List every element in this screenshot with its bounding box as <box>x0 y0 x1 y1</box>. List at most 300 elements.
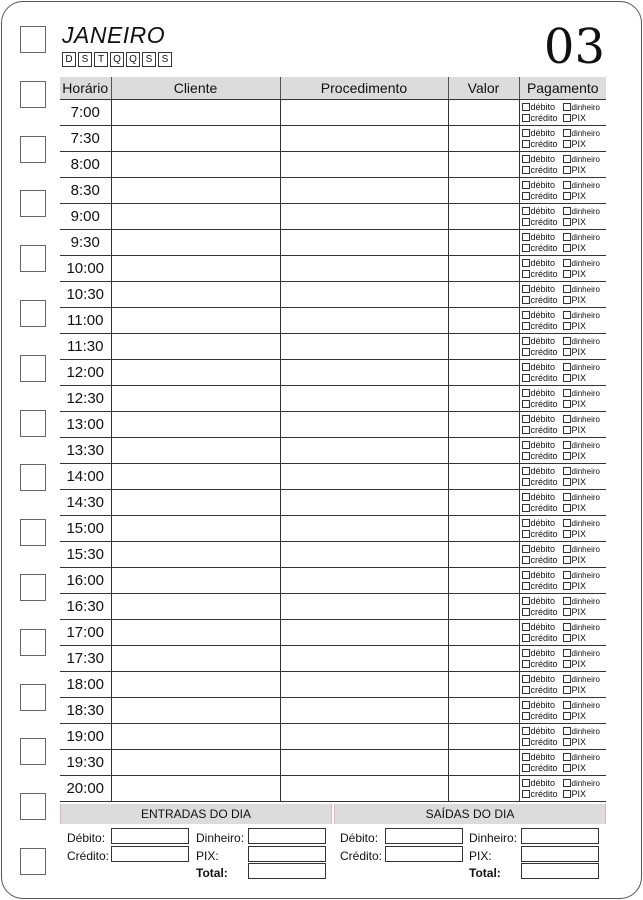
checkbox-icon[interactable] <box>522 389 530 397</box>
payment-option-pix[interactable] <box>563 217 608 228</box>
weekday-box[interactable]: D <box>62 52 76 67</box>
procedimento-cell[interactable] <box>280 178 448 204</box>
checkbox-icon[interactable] <box>522 467 530 475</box>
cliente-cell[interactable] <box>111 204 280 230</box>
checkbox-icon[interactable] <box>563 493 571 501</box>
payment-option-credito[interactable] <box>522 633 563 644</box>
payment-option-pix[interactable] <box>563 659 608 670</box>
checkbox-icon[interactable] <box>563 296 571 304</box>
payment-option-pix[interactable] <box>563 711 608 722</box>
procedimento-cell[interactable] <box>280 568 448 594</box>
checkbox-icon[interactable] <box>563 103 571 111</box>
checkbox-icon[interactable] <box>563 790 571 798</box>
checkbox-icon[interactable] <box>563 270 571 278</box>
payment-option-pix[interactable] <box>563 425 608 436</box>
checkbox-icon[interactable] <box>563 129 571 137</box>
payment-option-debito[interactable] <box>522 596 563 607</box>
cliente-cell[interactable] <box>111 152 280 178</box>
payment-option-credito[interactable] <box>522 789 563 800</box>
payment-option-debito[interactable] <box>522 388 563 399</box>
procedimento-cell[interactable] <box>280 152 448 178</box>
payment-option-credito[interactable] <box>522 373 563 384</box>
payment-option-dinheiro[interactable] <box>563 466 608 477</box>
payment-option-pix[interactable] <box>563 243 608 254</box>
procedimento-cell[interactable] <box>280 698 448 724</box>
payment-option-credito[interactable] <box>522 555 563 566</box>
payment-option-pix[interactable] <box>563 347 608 358</box>
payment-option-credito[interactable] <box>522 581 563 592</box>
checkbox-icon[interactable] <box>563 415 571 423</box>
valor-cell[interactable] <box>448 438 519 464</box>
payment-option-dinheiro[interactable] <box>563 336 608 347</box>
margin-checkbox[interactable] <box>20 245 46 272</box>
valor-cell[interactable] <box>448 698 519 724</box>
valor-cell[interactable] <box>448 490 519 516</box>
checkbox-icon[interactable] <box>522 337 530 345</box>
checkbox-icon[interactable] <box>563 519 571 527</box>
payment-option-dinheiro[interactable] <box>563 752 608 763</box>
payment-option-credito[interactable] <box>522 763 563 774</box>
payment-option-pix[interactable] <box>563 477 608 488</box>
payment-option-debito[interactable] <box>522 466 563 477</box>
checkbox-icon[interactable] <box>522 311 530 319</box>
payment-option-debito[interactable] <box>522 492 563 503</box>
checkbox-icon[interactable] <box>522 400 530 408</box>
payment-option-dinheiro[interactable] <box>563 778 608 789</box>
checkbox-icon[interactable] <box>522 597 530 605</box>
payment-option-debito[interactable] <box>522 102 563 113</box>
margin-checkbox[interactable] <box>20 190 46 217</box>
weekday-box[interactable]: Q <box>126 52 140 67</box>
payment-option-pix[interactable] <box>563 399 608 410</box>
payment-option-debito[interactable] <box>522 284 563 295</box>
valor-cell[interactable] <box>448 386 519 412</box>
checkbox-icon[interactable] <box>563 467 571 475</box>
checkbox-icon[interactable] <box>522 753 530 761</box>
payment-option-pix[interactable] <box>563 113 608 124</box>
checkbox-icon[interactable] <box>563 207 571 215</box>
checkbox-icon[interactable] <box>563 623 571 631</box>
checkbox-icon[interactable] <box>563 441 571 449</box>
payment-option-pix[interactable] <box>563 503 608 514</box>
checkbox-icon[interactable] <box>563 597 571 605</box>
checkbox-icon[interactable] <box>522 701 530 709</box>
procedimento-cell[interactable] <box>280 386 448 412</box>
checkbox-icon[interactable] <box>522 764 530 772</box>
checkbox-icon[interactable] <box>563 478 571 486</box>
checkbox-icon[interactable] <box>522 270 530 278</box>
checkbox-icon[interactable] <box>522 244 530 252</box>
payment-option-dinheiro[interactable] <box>563 596 608 607</box>
checkbox-icon[interactable] <box>522 530 530 538</box>
checkbox-icon[interactable] <box>522 608 530 616</box>
cliente-cell[interactable] <box>111 568 280 594</box>
payment-option-debito[interactable] <box>522 180 563 191</box>
payment-option-dinheiro[interactable] <box>563 414 608 425</box>
cliente-cell[interactable] <box>111 100 280 126</box>
procedimento-cell[interactable] <box>280 438 448 464</box>
cliente-cell[interactable] <box>111 230 280 256</box>
payment-option-debito[interactable] <box>522 440 563 451</box>
procedimento-cell[interactable] <box>280 412 448 438</box>
payment-option-dinheiro[interactable] <box>563 102 608 113</box>
checkbox-icon[interactable] <box>563 181 571 189</box>
margin-checkbox[interactable] <box>20 793 46 820</box>
procedimento-cell[interactable] <box>280 516 448 542</box>
payment-option-credito[interactable] <box>522 243 563 254</box>
entradas-credito-field[interactable] <box>111 846 189 862</box>
payment-option-pix[interactable] <box>563 763 608 774</box>
margin-checkbox[interactable] <box>20 300 46 327</box>
valor-cell[interactable] <box>448 776 519 802</box>
cliente-cell[interactable] <box>111 464 280 490</box>
procedimento-cell[interactable] <box>280 646 448 672</box>
checkbox-icon[interactable] <box>522 140 530 148</box>
payment-option-debito[interactable] <box>522 778 563 789</box>
checkbox-icon[interactable] <box>522 374 530 382</box>
checkbox-icon[interactable] <box>563 244 571 252</box>
cliente-cell[interactable] <box>111 256 280 282</box>
payment-option-debito[interactable] <box>522 752 563 763</box>
valor-cell[interactable] <box>448 126 519 152</box>
payment-option-dinheiro[interactable] <box>563 154 608 165</box>
valor-cell[interactable] <box>448 360 519 386</box>
valor-cell[interactable] <box>448 178 519 204</box>
cliente-cell[interactable] <box>111 438 280 464</box>
valor-cell[interactable] <box>448 620 519 646</box>
checkbox-icon[interactable] <box>563 571 571 579</box>
checkbox-icon[interactable] <box>522 441 530 449</box>
procedimento-cell[interactable] <box>280 724 448 750</box>
checkbox-icon[interactable] <box>563 311 571 319</box>
payment-option-pix[interactable] <box>563 633 608 644</box>
entradas-pix-field[interactable] <box>248 846 326 862</box>
checkbox-icon[interactable] <box>522 675 530 683</box>
checkbox-icon[interactable] <box>522 218 530 226</box>
payment-option-debito[interactable] <box>522 154 563 165</box>
checkbox-icon[interactable] <box>522 582 530 590</box>
payment-option-pix[interactable] <box>563 737 608 748</box>
valor-cell[interactable] <box>448 334 519 360</box>
procedimento-cell[interactable] <box>280 204 448 230</box>
payment-option-credito[interactable] <box>522 191 563 202</box>
checkbox-icon[interactable] <box>563 634 571 642</box>
payment-option-credito[interactable] <box>522 477 563 488</box>
payment-option-dinheiro[interactable] <box>563 388 608 399</box>
valor-cell[interactable] <box>448 672 519 698</box>
valor-cell[interactable] <box>448 646 519 672</box>
weekday-box[interactable]: T <box>94 52 108 67</box>
checkbox-icon[interactable] <box>522 686 530 694</box>
procedimento-cell[interactable] <box>280 750 448 776</box>
margin-checkbox[interactable] <box>20 81 46 108</box>
payment-option-credito[interactable] <box>522 425 563 436</box>
checkbox-icon[interactable] <box>563 504 571 512</box>
valor-cell[interactable] <box>448 464 519 490</box>
procedimento-cell[interactable] <box>280 308 448 334</box>
payment-option-dinheiro[interactable] <box>563 570 608 581</box>
cliente-cell[interactable] <box>111 672 280 698</box>
payment-option-debito[interactable] <box>522 544 563 555</box>
saidas-credito-field[interactable] <box>385 846 463 862</box>
payment-option-dinheiro[interactable] <box>563 206 608 217</box>
checkbox-icon[interactable] <box>522 712 530 720</box>
payment-option-credito[interactable] <box>522 737 563 748</box>
payment-option-dinheiro[interactable] <box>563 518 608 529</box>
checkbox-icon[interactable] <box>563 686 571 694</box>
checkbox-icon[interactable] <box>563 363 571 371</box>
payment-option-credito[interactable] <box>522 165 563 176</box>
checkbox-icon[interactable] <box>522 779 530 787</box>
payment-option-pix[interactable] <box>563 581 608 592</box>
checkbox-icon[interactable] <box>522 727 530 735</box>
checkbox-icon[interactable] <box>522 660 530 668</box>
saidas-total-field[interactable] <box>521 863 599 879</box>
checkbox-icon[interactable] <box>522 571 530 579</box>
cliente-cell[interactable] <box>111 698 280 724</box>
checkbox-icon[interactable] <box>522 415 530 423</box>
checkbox-icon[interactable] <box>563 400 571 408</box>
payment-option-pix[interactable] <box>563 295 608 306</box>
payment-option-pix[interactable] <box>563 529 608 540</box>
payment-option-credito[interactable] <box>522 139 563 150</box>
margin-checkbox[interactable] <box>20 684 46 711</box>
checkbox-icon[interactable] <box>563 753 571 761</box>
checkbox-icon[interactable] <box>522 181 530 189</box>
margin-checkbox[interactable] <box>20 136 46 163</box>
checkbox-icon[interactable] <box>563 649 571 657</box>
margin-checkbox[interactable] <box>20 629 46 656</box>
payment-option-dinheiro[interactable] <box>563 492 608 503</box>
weekday-box[interactable]: S <box>142 52 156 67</box>
cliente-cell[interactable] <box>111 516 280 542</box>
checkbox-icon[interactable] <box>563 727 571 735</box>
checkbox-icon[interactable] <box>563 660 571 668</box>
cliente-cell[interactable] <box>111 178 280 204</box>
payment-option-debito[interactable] <box>522 570 563 581</box>
checkbox-icon[interactable] <box>563 374 571 382</box>
checkbox-icon[interactable] <box>563 285 571 293</box>
checkbox-icon[interactable] <box>522 426 530 434</box>
procedimento-cell[interactable] <box>280 282 448 308</box>
payment-option-dinheiro[interactable] <box>563 232 608 243</box>
cliente-cell[interactable] <box>111 334 280 360</box>
checkbox-icon[interactable] <box>522 129 530 137</box>
saidas-debito-field[interactable] <box>385 828 463 844</box>
payment-option-pix[interactable] <box>563 555 608 566</box>
checkbox-icon[interactable] <box>522 738 530 746</box>
payment-option-debito[interactable] <box>522 726 563 737</box>
checkbox-icon[interactable] <box>522 478 530 486</box>
weekday-box[interactable]: S <box>158 52 172 67</box>
checkbox-icon[interactable] <box>522 322 530 330</box>
procedimento-cell[interactable] <box>280 776 448 802</box>
valor-cell[interactable] <box>448 724 519 750</box>
valor-cell[interactable] <box>448 412 519 438</box>
checkbox-icon[interactable] <box>563 701 571 709</box>
entradas-debito-field[interactable] <box>111 828 189 844</box>
valor-cell[interactable] <box>448 230 519 256</box>
checkbox-icon[interactable] <box>522 634 530 642</box>
weekday-box[interactable]: S <box>78 52 92 67</box>
cliente-cell[interactable] <box>111 646 280 672</box>
cliente-cell[interactable] <box>111 386 280 412</box>
payment-option-credito[interactable] <box>522 347 563 358</box>
payment-option-dinheiro[interactable] <box>563 310 608 321</box>
checkbox-icon[interactable] <box>522 493 530 501</box>
payment-option-credito[interactable] <box>522 321 563 332</box>
checkbox-icon[interactable] <box>563 582 571 590</box>
payment-option-dinheiro[interactable] <box>563 622 608 633</box>
margin-checkbox[interactable] <box>20 738 46 765</box>
payment-option-debito[interactable] <box>522 414 563 425</box>
payment-option-dinheiro[interactable] <box>563 180 608 191</box>
payment-option-pix[interactable] <box>563 789 608 800</box>
checkbox-icon[interactable] <box>522 504 530 512</box>
cliente-cell[interactable] <box>111 412 280 438</box>
payment-option-dinheiro[interactable] <box>563 440 608 451</box>
valor-cell[interactable] <box>448 282 519 308</box>
checkbox-icon[interactable] <box>522 519 530 527</box>
checkbox-icon[interactable] <box>563 779 571 787</box>
payment-option-credito[interactable] <box>522 113 563 124</box>
payment-option-credito[interactable] <box>522 295 563 306</box>
payment-option-pix[interactable] <box>563 685 608 696</box>
checkbox-icon[interactable] <box>563 545 571 553</box>
payment-option-credito[interactable] <box>522 711 563 722</box>
payment-option-debito[interactable] <box>522 700 563 711</box>
payment-option-credito[interactable] <box>522 503 563 514</box>
payment-option-credito[interactable] <box>522 685 563 696</box>
checkbox-icon[interactable] <box>563 426 571 434</box>
checkbox-icon[interactable] <box>563 259 571 267</box>
valor-cell[interactable] <box>448 542 519 568</box>
procedimento-cell[interactable] <box>280 126 448 152</box>
payment-option-dinheiro[interactable] <box>563 648 608 659</box>
checkbox-icon[interactable] <box>563 192 571 200</box>
checkbox-icon[interactable] <box>563 218 571 226</box>
valor-cell[interactable] <box>448 308 519 334</box>
payment-option-debito[interactable] <box>522 336 563 347</box>
payment-option-credito[interactable] <box>522 217 563 228</box>
checkbox-icon[interactable] <box>522 285 530 293</box>
payment-option-dinheiro[interactable] <box>563 362 608 373</box>
procedimento-cell[interactable] <box>280 256 448 282</box>
checkbox-icon[interactable] <box>563 530 571 538</box>
checkbox-icon[interactable] <box>522 155 530 163</box>
payment-option-dinheiro[interactable] <box>563 284 608 295</box>
checkbox-icon[interactable] <box>522 233 530 241</box>
valor-cell[interactable] <box>448 516 519 542</box>
margin-checkbox[interactable] <box>20 574 46 601</box>
margin-checkbox[interactable] <box>20 464 46 491</box>
payment-option-pix[interactable] <box>563 373 608 384</box>
payment-option-dinheiro[interactable] <box>563 258 608 269</box>
payment-option-dinheiro[interactable] <box>563 674 608 685</box>
valor-cell[interactable] <box>448 594 519 620</box>
checkbox-icon[interactable] <box>522 103 530 111</box>
valor-cell[interactable] <box>448 568 519 594</box>
cliente-cell[interactable] <box>111 282 280 308</box>
procedimento-cell[interactable] <box>280 594 448 620</box>
valor-cell[interactable] <box>448 750 519 776</box>
procedimento-cell[interactable] <box>280 100 448 126</box>
payment-option-debito[interactable] <box>522 362 563 373</box>
valor-cell[interactable] <box>448 100 519 126</box>
checkbox-icon[interactable] <box>522 259 530 267</box>
saidas-pix-field[interactable] <box>521 846 599 862</box>
payment-option-debito[interactable] <box>522 648 563 659</box>
payment-option-dinheiro[interactable] <box>563 128 608 139</box>
cliente-cell[interactable] <box>111 620 280 646</box>
checkbox-icon[interactable] <box>563 233 571 241</box>
checkbox-icon[interactable] <box>522 348 530 356</box>
checkbox-icon[interactable] <box>522 207 530 215</box>
procedimento-cell[interactable] <box>280 230 448 256</box>
checkbox-icon[interactable] <box>563 712 571 720</box>
margin-checkbox[interactable] <box>20 519 46 546</box>
saidas-dinheiro-field[interactable] <box>521 828 599 844</box>
checkbox-icon[interactable] <box>563 348 571 356</box>
checkbox-icon[interactable] <box>563 556 571 564</box>
payment-option-debito[interactable] <box>522 128 563 139</box>
checkbox-icon[interactable] <box>522 114 530 122</box>
payment-option-debito[interactable] <box>522 310 563 321</box>
procedimento-cell[interactable] <box>280 334 448 360</box>
checkbox-icon[interactable] <box>563 337 571 345</box>
checkbox-icon[interactable] <box>522 296 530 304</box>
valor-cell[interactable] <box>448 256 519 282</box>
payment-option-credito[interactable] <box>522 451 563 462</box>
checkbox-icon[interactable] <box>563 114 571 122</box>
payment-option-credito[interactable] <box>522 269 563 280</box>
checkbox-icon[interactable] <box>563 764 571 772</box>
checkbox-icon[interactable] <box>522 363 530 371</box>
margin-checkbox[interactable] <box>20 848 46 875</box>
cliente-cell[interactable] <box>111 724 280 750</box>
checkbox-icon[interactable] <box>522 623 530 631</box>
checkbox-icon[interactable] <box>563 166 571 174</box>
checkbox-icon[interactable] <box>522 790 530 798</box>
valor-cell[interactable] <box>448 204 519 230</box>
weekday-box[interactable]: Q <box>110 52 124 67</box>
procedimento-cell[interactable] <box>280 620 448 646</box>
checkbox-icon[interactable] <box>522 192 530 200</box>
procedimento-cell[interactable] <box>280 464 448 490</box>
payment-option-pix[interactable] <box>563 451 608 462</box>
margin-checkbox[interactable] <box>20 410 46 437</box>
payment-option-credito[interactable] <box>522 607 563 618</box>
cliente-cell[interactable] <box>111 750 280 776</box>
cliente-cell[interactable] <box>111 360 280 386</box>
checkbox-icon[interactable] <box>563 140 571 148</box>
payment-option-debito[interactable] <box>522 206 563 217</box>
checkbox-icon[interactable] <box>522 556 530 564</box>
payment-option-debito[interactable] <box>522 622 563 633</box>
payment-option-pix[interactable] <box>563 165 608 176</box>
payment-option-credito[interactable] <box>522 399 563 410</box>
valor-cell[interactable] <box>448 152 519 178</box>
payment-option-credito[interactable] <box>522 529 563 540</box>
cliente-cell[interactable] <box>111 308 280 334</box>
payment-option-dinheiro[interactable] <box>563 700 608 711</box>
procedimento-cell[interactable] <box>280 672 448 698</box>
checkbox-icon[interactable] <box>563 155 571 163</box>
checkbox-icon[interactable] <box>563 675 571 683</box>
cliente-cell[interactable] <box>111 490 280 516</box>
payment-option-debito[interactable] <box>522 232 563 243</box>
checkbox-icon[interactable] <box>522 166 530 174</box>
